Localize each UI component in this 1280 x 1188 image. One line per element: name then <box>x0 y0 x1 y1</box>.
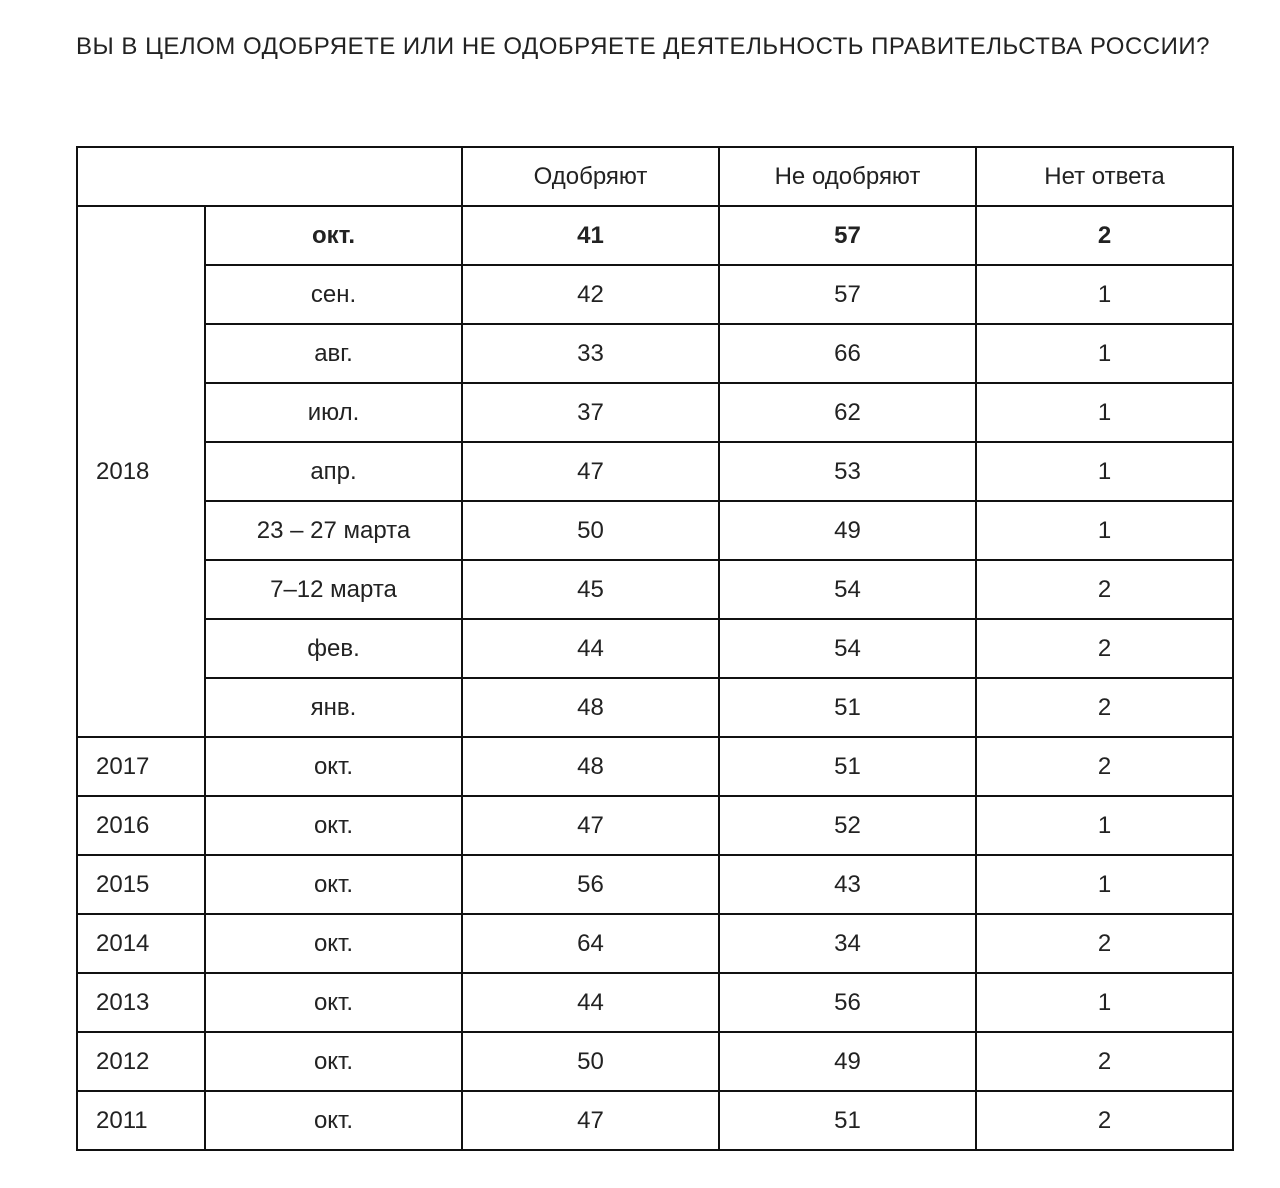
month-cell: июл. <box>205 383 462 442</box>
no-answer-cell: 1 <box>976 442 1233 501</box>
month-cell: окт. <box>205 1032 462 1091</box>
disapprove-cell: 57 <box>719 265 976 324</box>
header-no-answer: Нет ответа <box>976 147 1233 206</box>
no-answer-cell: 1 <box>976 855 1233 914</box>
month-cell: янв. <box>205 678 462 737</box>
approve-cell: 48 <box>462 737 719 796</box>
table-row <box>77 265 1233 324</box>
table-row <box>77 324 1233 383</box>
no-answer-cell: 2 <box>976 560 1233 619</box>
no-answer-cell: 1 <box>976 796 1233 855</box>
approve-cell: 33 <box>462 324 719 383</box>
month-cell: апр. <box>205 442 462 501</box>
no-answer-cell: 1 <box>976 383 1233 442</box>
disapprove-cell: 56 <box>719 973 976 1032</box>
table-row <box>77 1091 1233 1150</box>
no-answer-cell: 2 <box>976 737 1233 796</box>
year-cell: 2015 <box>77 855 205 914</box>
disapprove-cell: 66 <box>719 324 976 383</box>
table-row <box>77 619 1233 678</box>
table-row <box>77 855 1233 914</box>
month-cell: окт. <box>205 206 462 265</box>
table-row <box>77 442 1233 501</box>
month-cell: сен. <box>205 265 462 324</box>
approve-cell: 42 <box>462 265 719 324</box>
no-answer-cell: 2 <box>976 914 1233 973</box>
table-row <box>77 678 1233 737</box>
disapprove-cell: 51 <box>719 1091 976 1150</box>
month-cell: окт. <box>205 973 462 1032</box>
disapprove-cell: 49 <box>719 1032 976 1091</box>
year-cell: 2011 <box>77 1091 205 1150</box>
year-cell: 2016 <box>77 796 205 855</box>
table-row <box>77 206 1233 265</box>
month-cell: окт. <box>205 737 462 796</box>
disapprove-cell: 57 <box>719 206 976 265</box>
disapprove-cell: 34 <box>719 914 976 973</box>
page-title: ВЫ В ЦЕЛОМ ОДОБРЯЕТЕ ИЛИ НЕ ОДОБРЯЕТЕ ДЕЯТЕЛЬНОСТЬ ПРАВИТЕЛЬСТВА РОССИИ? <box>76 33 1210 60</box>
approve-cell: 45 <box>462 560 719 619</box>
approve-cell: 47 <box>462 442 719 501</box>
no-answer-cell: 2 <box>976 678 1233 737</box>
disapprove-cell: 52 <box>719 796 976 855</box>
approve-cell: 56 <box>462 855 719 914</box>
no-answer-cell: 1 <box>976 324 1233 383</box>
approve-cell: 41 <box>462 206 719 265</box>
table-row <box>77 796 1233 855</box>
header-blank-cell <box>77 147 462 206</box>
approve-cell: 48 <box>462 678 719 737</box>
approve-cell: 64 <box>462 914 719 973</box>
approve-cell: 47 <box>462 796 719 855</box>
month-cell: 23 – 27 марта <box>205 501 462 560</box>
table-row <box>77 560 1233 619</box>
year-cell: 2013 <box>77 973 205 1032</box>
table-row <box>77 914 1233 973</box>
year-cell: 2017 <box>77 737 205 796</box>
year-cell: 2012 <box>77 1032 205 1091</box>
table-row <box>77 1032 1233 1091</box>
table-row <box>77 737 1233 796</box>
year-cell: 2014 <box>77 914 205 973</box>
approve-cell: 44 <box>462 973 719 1032</box>
disapprove-cell: 54 <box>719 619 976 678</box>
approve-cell: 47 <box>462 1091 719 1150</box>
table-row <box>77 973 1233 1032</box>
disapprove-cell: 54 <box>719 560 976 619</box>
no-answer-cell: 1 <box>976 265 1233 324</box>
approve-cell: 44 <box>462 619 719 678</box>
disapprove-cell: 51 <box>719 737 976 796</box>
table-row <box>77 383 1233 442</box>
disapprove-cell: 49 <box>719 501 976 560</box>
approve-cell: 50 <box>462 1032 719 1091</box>
header-approve: Одобряют <box>462 147 719 206</box>
month-cell: окт. <box>205 855 462 914</box>
no-answer-cell: 1 <box>976 973 1233 1032</box>
approve-cell: 50 <box>462 501 719 560</box>
no-answer-cell: 2 <box>976 206 1233 265</box>
approve-cell: 37 <box>462 383 719 442</box>
month-cell: 7–12 марта <box>205 560 462 619</box>
no-answer-cell: 2 <box>976 1032 1233 1091</box>
month-cell: фев. <box>205 619 462 678</box>
month-cell: авг. <box>205 324 462 383</box>
disapprove-cell: 62 <box>719 383 976 442</box>
month-cell: окт. <box>205 1091 462 1150</box>
no-answer-cell: 2 <box>976 1091 1233 1150</box>
month-cell: окт. <box>205 914 462 973</box>
approval-table <box>76 146 1234 1151</box>
header-row <box>77 147 1233 206</box>
disapprove-cell: 51 <box>719 678 976 737</box>
no-answer-cell: 2 <box>976 619 1233 678</box>
month-cell: окт. <box>205 796 462 855</box>
header-disapprove: Не одобряют <box>719 147 976 206</box>
disapprove-cell: 53 <box>719 442 976 501</box>
year-cell: 2018 <box>77 206 205 737</box>
disapprove-cell: 43 <box>719 855 976 914</box>
table-row <box>77 501 1233 560</box>
no-answer-cell: 1 <box>976 501 1233 560</box>
